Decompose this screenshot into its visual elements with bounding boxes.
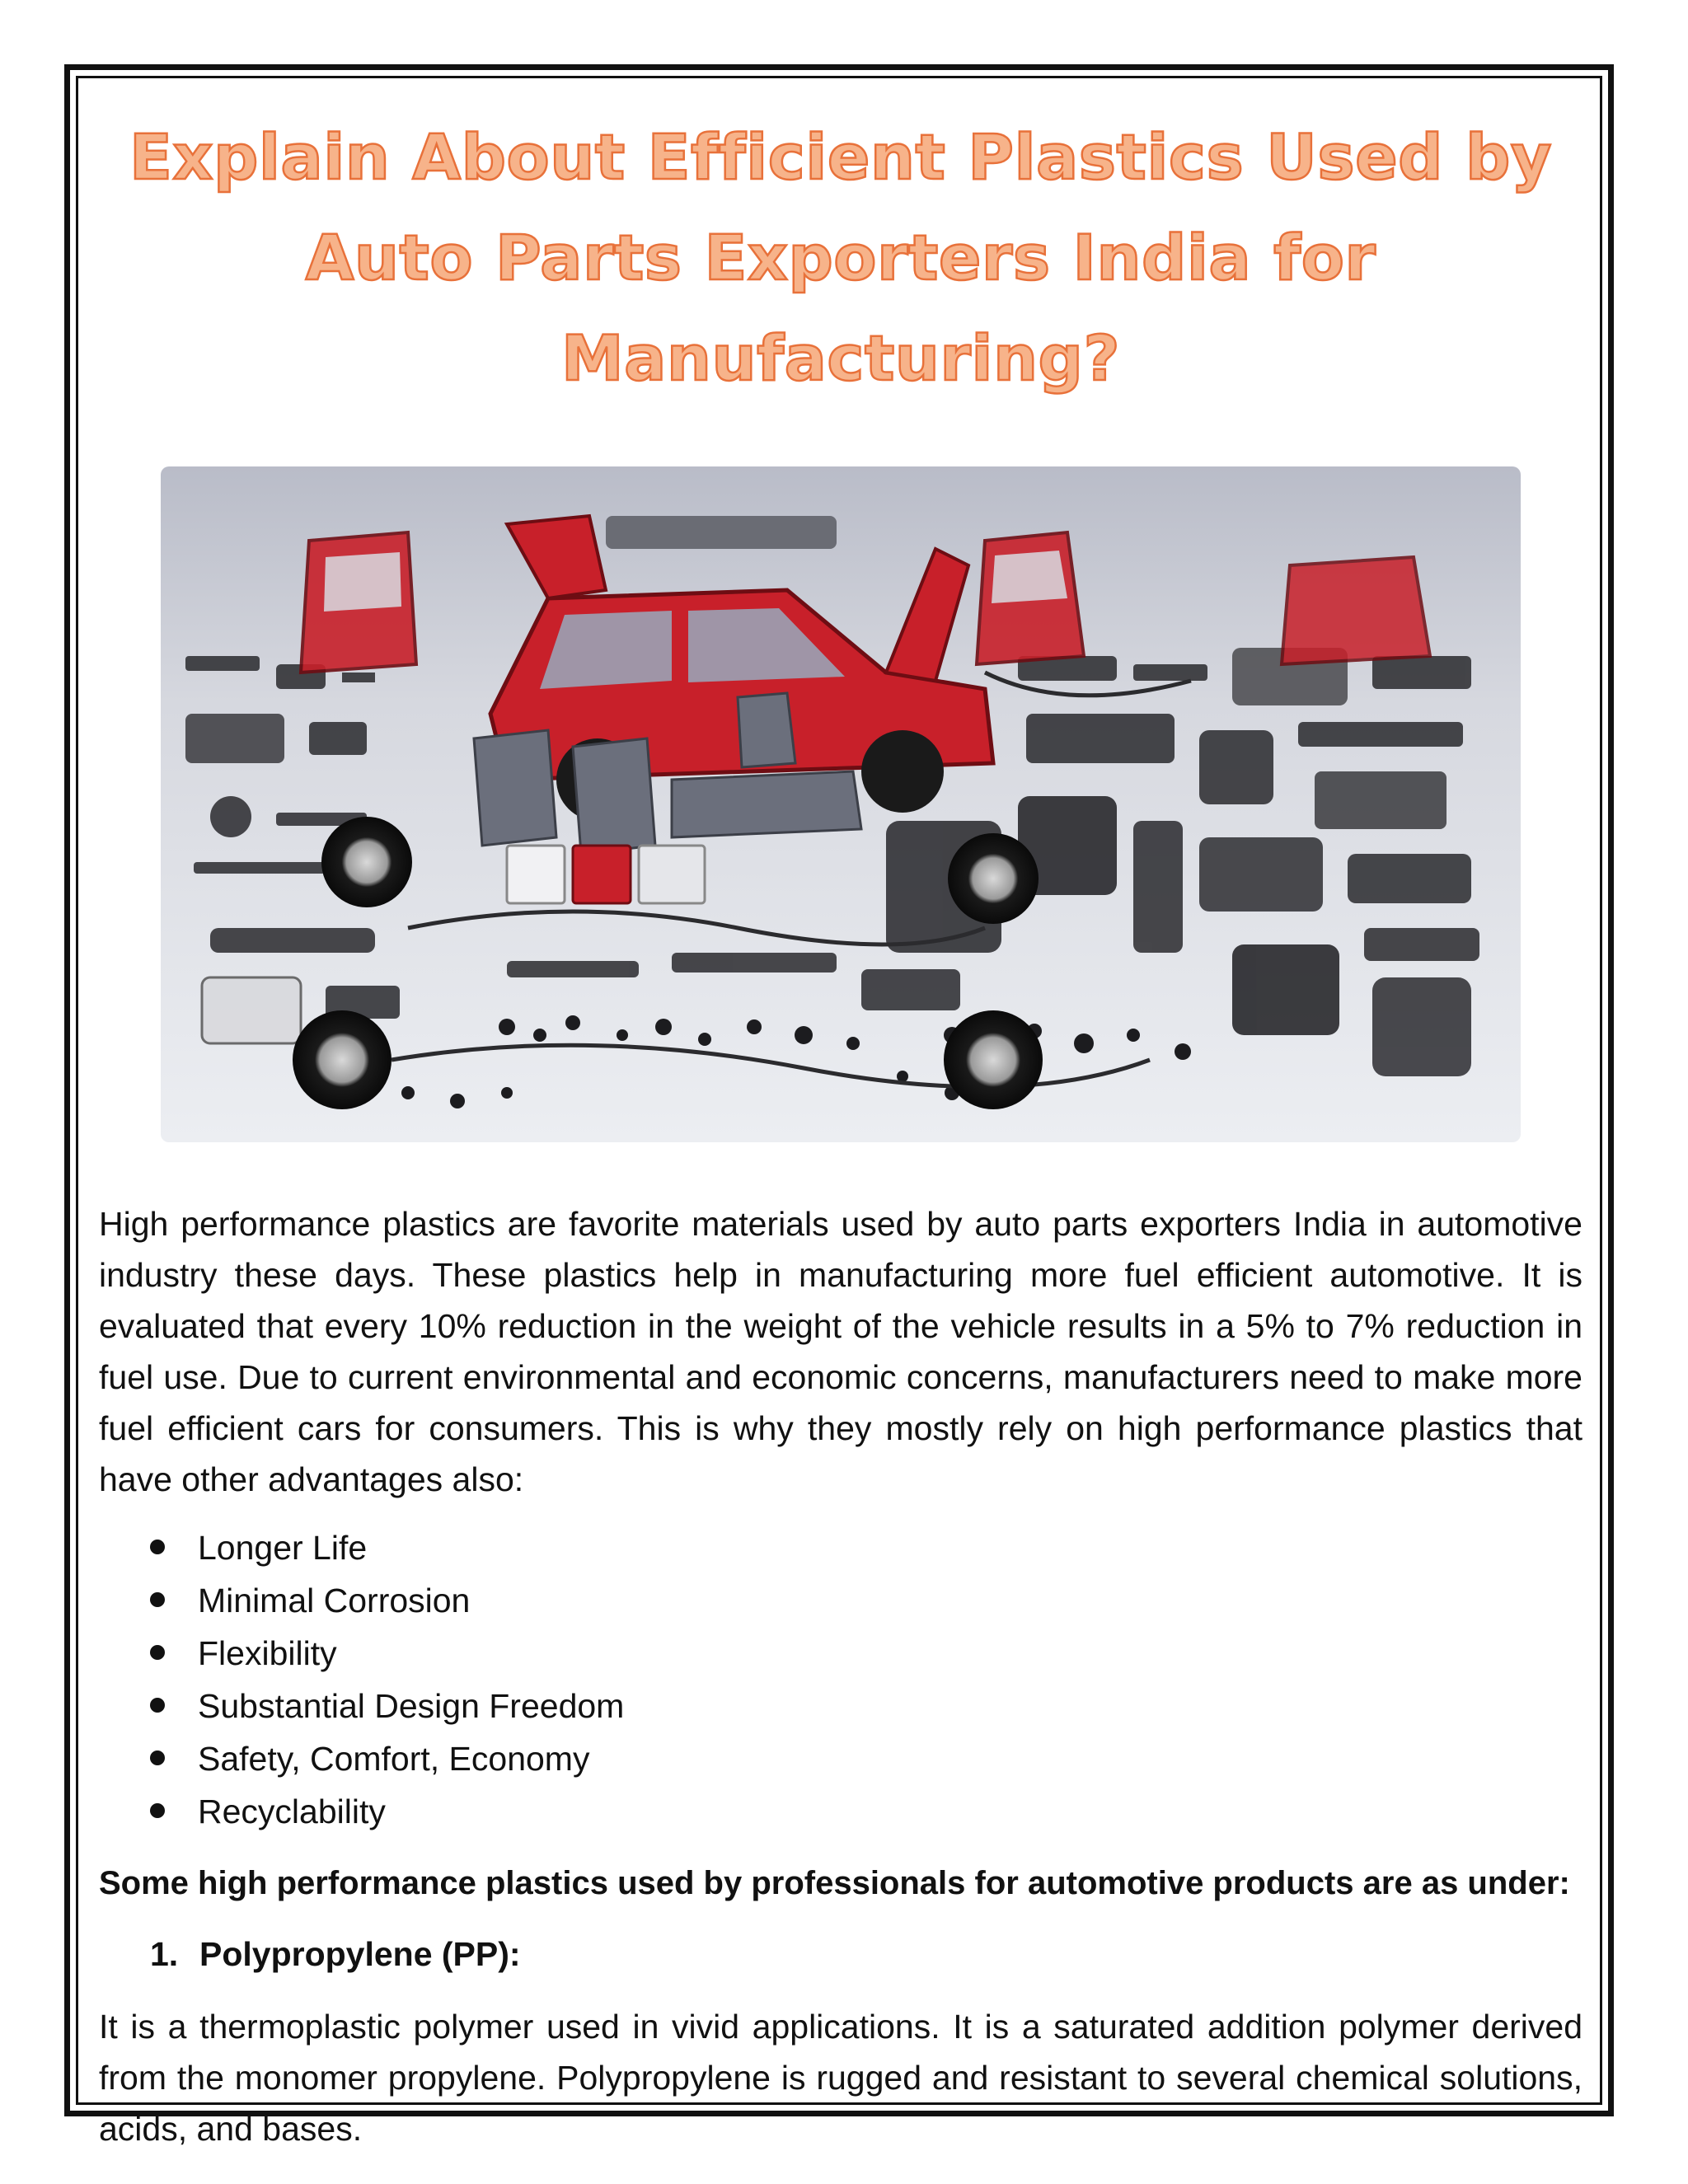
bullet-icon [150, 1803, 165, 1818]
plastics-heading: Some high performance plastics used by professionals for automotive products are as under: [99, 1865, 1570, 1901]
bullet-icon [150, 1540, 165, 1554]
list-item: Minimal Corrosion [150, 1574, 1582, 1627]
document-body [99, 107, 1582, 2154]
list-item: Substantial Design Freedom [150, 1680, 1582, 1732]
bullet-icon [150, 1645, 165, 1660]
list-item: Longer Life [150, 1521, 1582, 1574]
item-number: 1. [150, 1935, 179, 1973]
document-title: Explain About Efficient Plastics Used by Auto Parts Exporters India for Manufacturing? [129, 120, 1552, 395]
bullet-icon [150, 1698, 165, 1713]
advantages-list [99, 1521, 1582, 1838]
bullet-icon [150, 1592, 165, 1607]
item-label: Polypropylene (PP): [199, 1935, 521, 1973]
numbered-item-polypropylene [150, 1929, 1582, 1980]
list-item: Safety, Comfort, Economy [150, 1732, 1582, 1785]
exploded-car-parts-photo [161, 466, 1521, 1142]
list-item: Recyclability [150, 1785, 1582, 1838]
list-item: Flexibility [150, 1627, 1582, 1680]
intro-paragraph: High performance plastics are favorite materials used by auto parts exporters India in automotive industry these days. These plastics help in manufacturing more fuel efficient automotive. It is evaluated that every 10% reduction in the weight of the vehicle results in a 5% to 7% reduction in fuel use. Due to current environmental and economic concerns, manufacturers need to make more fuel efficient cars for consumers. This is why they mostly rely on high performance plastics that have other advantages also: [99, 1205, 1582, 1498]
bullet-icon [150, 1750, 165, 1765]
car-parts-illustration [161, 466, 1521, 1142]
polypropylene-paragraph: It is a thermoplastic polymer used in vivid applications. It is a saturated addition polymer derived from the monomer propylene. Polypropylene is rugged and resistant to several chemical solutions, acids, and bases. [99, 2008, 1582, 2148]
